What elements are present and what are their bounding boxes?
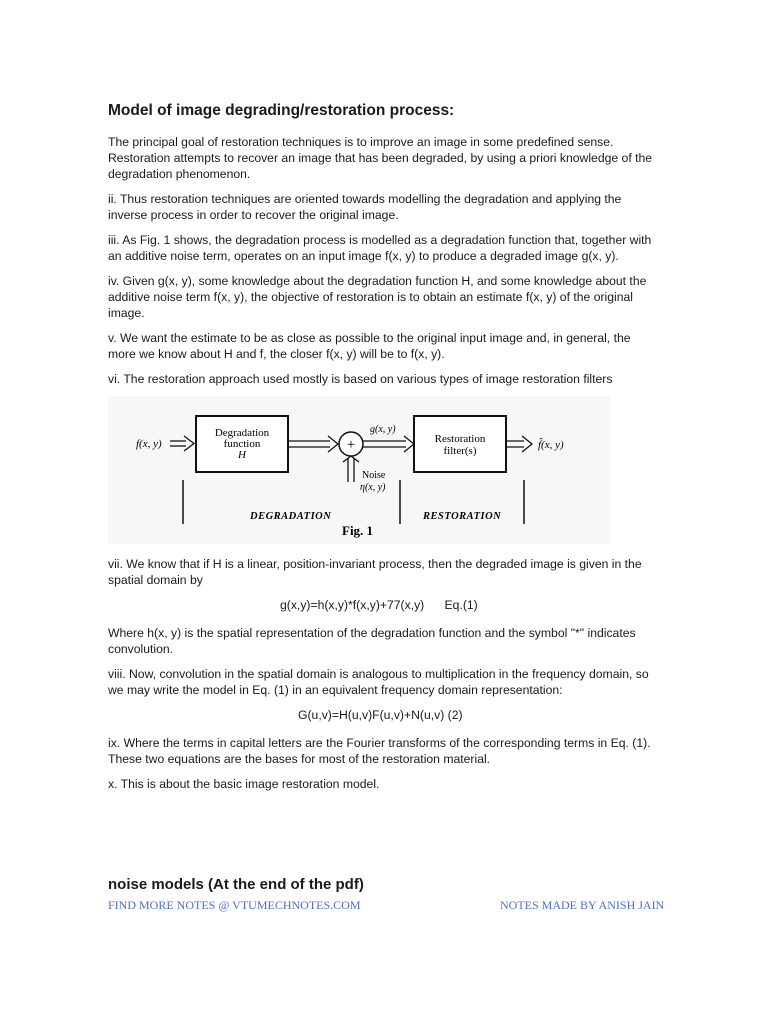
g-label: g(x, y) [370,424,396,435]
paragraph-intro: The principal goal of restoration techniques is to improve an image in some predefined sense. Restoration attempts to recover an image that has been degraded, by using a priori knowledge of the degradation phenomenon. [108,135,653,181]
degradation-function-box [196,416,288,472]
noise-label: Noise [362,470,386,481]
document-body [108,100,660,801]
paragraph-vii: vii. We know that if H is a linear, position-invariant process, then the degraded image is given in the spatial domain by [108,557,642,587]
paragraph-iv: iv. Given g(x, y), some knowledge about the degradation function H, and some knowledge about the additive noise term f(x, y), the objective of restoration is to obtain an estimate f(x, y) of the original image. [108,274,647,320]
input-label: f(x, y) [136,438,162,450]
restoration-caption: RESTORATION [423,511,502,522]
paragraph-ii: ii. Thus restoration techniques are oriented towards modelling the degradation and applying the inverse process in order to recover the original image. [108,192,622,222]
footer-link-more-notes[interactable]: FIND MORE NOTES @ VTUMECHNOTES.COM [108,898,361,912]
degradation-box-line2: function [223,438,261,450]
paragraph-v: v. We want the estimate to be as close as possible to the original input image and, in general, the more we know about H and f, the closer f(x, y) will be to f(x, y). [108,331,631,361]
degradation-box-line1: Degradation [214,427,270,439]
footer-author-credit: NOTES MADE BY ANISH JAIN [500,898,665,912]
noise-models-heading: noise models (At the end of the pdf) [108,876,364,893]
paragraph-viii: viii. Now, convolution in the spatial domain is analogous to multiplication in the frequency domain, so we may write the model in Eq. (1) in an equivalent frequency domain representation: [108,667,649,697]
degradation-box-line3: H [238,449,246,461]
degradation-restoration-figure [108,396,660,544]
restoration-box-line2: filter(s) [443,445,477,457]
paragraph-ix: ix. Where the terms in capital letters are the Fourier transforms of the corresponding terms in Eq. (1). These two equations are the bases for most of the restoration material. [108,736,651,766]
degradation-caption: DEGRADATION [250,511,332,522]
block-diagram [108,396,660,544]
page-title: Model of image degrading/restoration process: [108,102,455,119]
restoration-box-line1: Restoration [434,433,486,445]
paragraph-where: Where h(x, y) is the spatial representation of the degradation function and the symbol "*" indicates convolution. [108,626,636,656]
noise-symbol: η(x, y) [360,482,386,493]
restoration-filter-box [414,416,506,472]
equation-2: G(u,v)=H(u,v)F(u,v)+N(u,v) (2) [298,708,463,722]
sum-node [339,432,363,456]
paragraph-iii: iii. As Fig. 1 shows, the degradation process is modelled as a degradation function that, together with an additive noise term, operates on an input image f(x, y) to produce a degraded image g(x, y). [108,233,652,263]
figure-caption: Fig. 1 [342,523,374,538]
output-label: f̂(x, y) [538,439,564,451]
paragraph-vi: vi. The restoration approach used mostly is based on various types of image restoration filters [108,372,613,386]
equation-1: g(x,y)=h(x,y)*f(x,y)+77(x,y) Eq.(1) [280,598,478,612]
plus-symbol: + [346,437,356,453]
paragraph-x: x. This is about the basic image restoration model. [108,777,380,791]
